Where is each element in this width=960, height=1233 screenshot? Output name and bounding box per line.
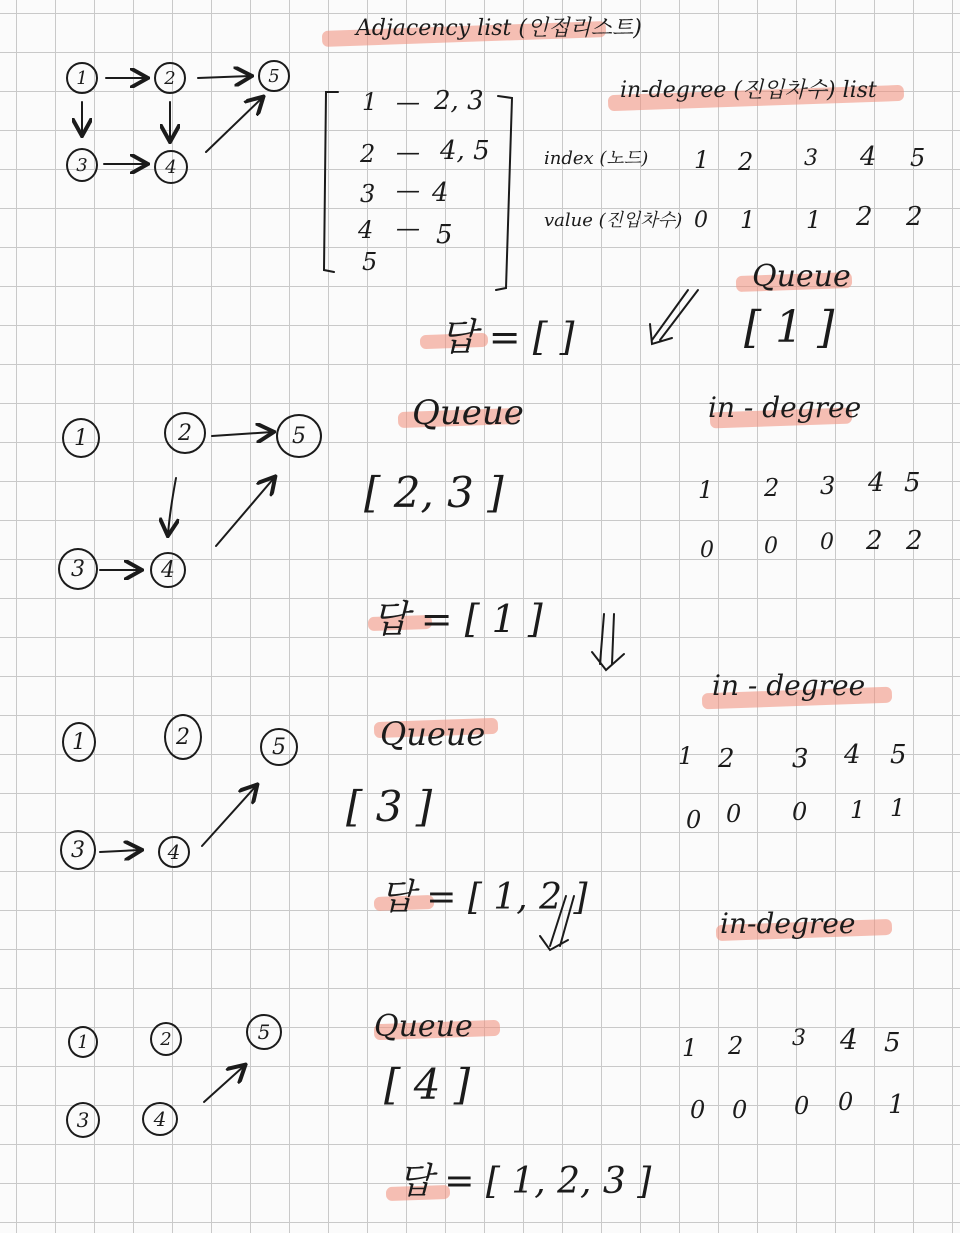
step1-index: 2 [764,474,780,502]
graph1-node-1: 1 [66,62,98,94]
adjacency-node: 1 [362,88,378,116]
graph4-node-2: 2 [150,1022,182,1056]
double-arrow-icon [592,614,624,670]
adjacency-bracket-right [496,96,512,290]
indegree-value: 2 [856,202,873,232]
edge-3-4 [100,850,140,852]
step2-index: 4 [844,740,861,770]
step2-value: 0 [726,800,742,828]
step3-queue-title: Queue [374,1009,473,1044]
step3-queue: [ 4 ] [384,1060,471,1109]
edge-4-5 [204,1066,244,1102]
graph1-node-3: 3 [66,148,98,182]
adjacency-sep: — [396,214,420,242]
step3-index: 1 [682,1034,698,1062]
step1-indegree-title: in - degree [708,391,862,424]
step1-index: 1 [698,476,714,504]
step1-index: 3 [820,472,836,500]
edge-2-5 [198,76,250,78]
graph4-node-5: 5 [246,1014,282,1050]
step2-indegree-title: in - degree [712,669,866,702]
graph2-node-5: 5 [276,414,322,458]
indegree-value: 2 [906,202,923,232]
step1-value: 2 [906,526,923,556]
indegree-value-label: value (진입차수) [544,210,683,231]
graph3-node-3: 3 [60,830,96,870]
edge-2-4 [168,478,176,534]
step2-queue: [ 3 ] [346,782,433,831]
graph2-node-1: 1 [62,418,100,458]
graph3-node-5: 5 [260,728,298,766]
step2-value: 1 [850,796,866,824]
step3-value: 0 [732,1096,748,1124]
step0-queue-title: Queue [752,259,851,294]
graph3-node-4: 4 [158,836,190,868]
step3-value: 0 [690,1096,706,1124]
edge-4-5 [216,478,274,546]
step1-value: 0 [764,534,778,559]
step1-queue-title: Queue [412,393,524,433]
step2-value: 0 [792,798,808,826]
graph3-node-1: 1 [62,722,96,762]
step2-index: 1 [678,742,694,770]
double-arrow-icon [650,290,698,344]
step3-answer: 답 = [ 1, 2, 3 ] [398,1161,652,1202]
indegree-value: 1 [806,206,822,234]
graph1-node-2: 2 [154,62,186,94]
graph1-node-4: 4 [154,150,188,184]
step3-indegree-title: in-degree [720,907,856,940]
adjacency-targets: 4, 5 [440,136,490,166]
indegree-value: 0 [694,208,708,233]
graph4-node-4: 4 [142,1102,178,1136]
indegree-index: 1 [694,146,710,174]
graph2-node-2: 2 [164,412,206,454]
indegree-index-label: index (노드) [544,148,649,169]
indegree-index: 2 [738,148,754,176]
step2-answer: 답 = [ 1, 2 ] [380,877,588,918]
indegree-value: 1 [740,206,756,234]
step2-index: 5 [890,740,907,770]
adjacency-targets: 5 [436,220,453,250]
indegree-index: 5 [910,144,926,172]
step2-value: 1 [890,794,906,822]
graph1-node-5: 5 [258,60,290,92]
step3-value: 0 [794,1092,810,1120]
step1-value: 2 [866,526,883,556]
edge-2-5 [212,432,272,436]
step3-index: 5 [884,1028,901,1058]
step2-index: 2 [718,744,735,774]
adjacency-sep: — [396,138,420,166]
step0-queue: [ 1 ] [744,302,835,353]
indegree-index: 4 [860,142,877,172]
step2-index: 3 [792,744,809,774]
edge-4-5 [202,786,256,846]
step1-index: 5 [904,468,921,498]
step2-value: 0 [686,806,702,834]
adjacency-node: 3 [360,180,376,208]
graph3-node-2: 2 [164,714,202,760]
adjacency-title: Adjacency list (인접리스트) [356,16,642,41]
adjacency-node: 2 [360,140,376,168]
step1-queue: [ 2, 3 ] [364,468,504,517]
indegree-index: 3 [804,146,818,171]
step3-index: 3 [792,1026,806,1051]
adjacency-node: 5 [362,248,378,276]
adjacency-bracket-left [324,92,338,272]
step1-value: 0 [820,530,834,555]
adjacency-sep: — [396,176,420,204]
step3-value: 0 [838,1088,854,1116]
graph4-node-1: 1 [68,1026,98,1058]
adjacency-targets: 2, 3 [434,86,484,116]
step1-index: 4 [868,468,885,498]
edge-4-5 [206,98,262,152]
adjacency-targets: 4 [432,178,449,208]
step3-index: 4 [840,1023,858,1056]
graph2-node-3: 3 [58,548,98,590]
step3-index: 2 [728,1032,744,1060]
step2-queue-title: Queue [380,715,486,753]
step3-value: 1 [888,1090,905,1120]
adjacency-node: 4 [358,216,374,244]
graph2-node-4: 4 [150,552,186,588]
adjacency-sep: — [396,88,420,116]
step0-answer: 답 = [ ] [440,315,575,359]
graph4-node-3: 3 [66,1102,100,1138]
step1-value: 0 [700,538,714,563]
indegree-list-title: in-degree (진입차수) list [620,78,877,103]
step1-answer: 답 = [ 1 ] [372,597,543,641]
